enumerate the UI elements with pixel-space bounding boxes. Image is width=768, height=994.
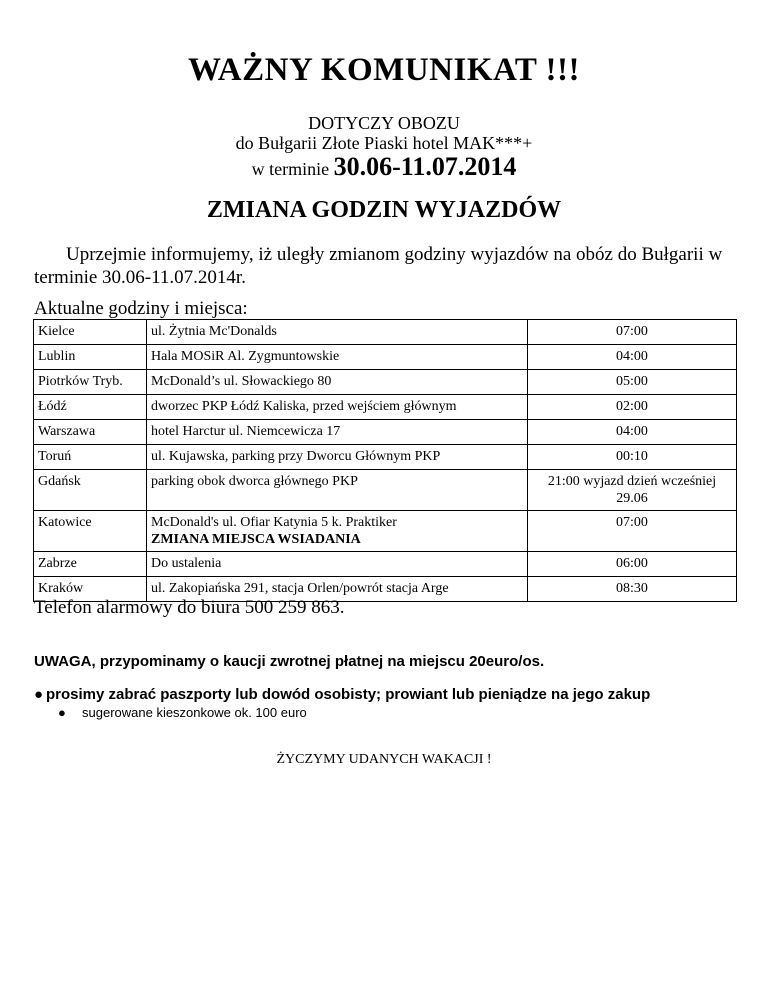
departure-time: 07:00 [528, 511, 737, 552]
bullet-item [34, 686, 650, 703]
subtitle-destination: do Bułgarii Złote Piaski hotel MAK***+ [235, 133, 533, 153]
departure-city: Łódź [34, 395, 147, 420]
departure-place: ul. Zakopiańska 291, stacja Orlen/powrót stacja Arge [151, 581, 449, 596]
departure-city: Warszawa [34, 420, 147, 445]
departure-place-cell [147, 445, 528, 470]
departure-place: McDonald’s ul. Słowackiego 80 [151, 374, 332, 389]
departure-city: Lublin [34, 345, 147, 370]
departure-place-cell [147, 420, 528, 445]
departure-place: Hala MOSiR Al. Zygmuntowskie [151, 349, 340, 364]
bullet-icon: ● [34, 686, 44, 703]
departure-place-cell [147, 395, 528, 420]
table-row [34, 320, 737, 345]
departure-city: Piotrków Tryb. [34, 370, 147, 395]
departure-city: Kielce [34, 320, 147, 345]
departure-time: 21:00 wyjazd dzień wcześniej 29.06 [528, 470, 737, 511]
departure-place: parking obok dworca głównego PKP [151, 474, 358, 489]
closing-wishes: ŻYCZYMY UDANYCH WAKACJI ! [276, 752, 492, 767]
table-row [34, 445, 737, 470]
departure-place-cell [147, 552, 528, 577]
departure-place: ul. Kujawska, parking przy Dworcu Głównym PKP [151, 449, 441, 464]
departure-time: 08:30 [528, 577, 737, 602]
schedule-body [34, 320, 737, 602]
date-prefix: w terminie [251, 159, 330, 179]
departure-place-cell [147, 345, 528, 370]
departure-place: hotel Harctur ul. Niemcewicza 17 [151, 424, 341, 439]
departure-time: 06:00 [528, 552, 737, 577]
page-title: WAŻNY KOMUNIKAT !!! [187, 52, 581, 88]
intro-paragraph: Uprzejmie informujemy, iż uległy zmianom godziny wyjazdów na obóz do Bułgarii w terminie 30.06-11.07.2014r. [34, 244, 723, 288]
departure-time: 00:10 [528, 445, 737, 470]
bullet-item [58, 705, 307, 720]
departure-place: ul. Żytnia Mc'Donalds [151, 324, 277, 339]
place-change-note: ZMIANA MIEJSCA WSIADANIA [151, 532, 361, 547]
table-row [34, 395, 737, 420]
table-caption: Aktualne godziny i miejsca: [34, 298, 248, 319]
bullet-text: sugerowane kieszonkowe ok. 100 euro [82, 705, 307, 720]
departure-time: 04:00 [528, 420, 737, 445]
deposit-notice: UWAGA, przypominamy o kaucji zwrotnej płatnej na miejscu 20euro/os. [34, 653, 545, 670]
departure-place: Do ustalenia [151, 556, 222, 571]
departure-place: McDonald's ul. Ofiar Katynia 5 k. Praktiker [151, 515, 397, 530]
table-row [34, 345, 737, 370]
departure-place-cell [147, 370, 528, 395]
subtitle-camp: DOTYCZY OBOZU [308, 113, 460, 133]
departure-city: Kraków [34, 577, 147, 602]
table-row [34, 552, 737, 577]
departure-place-cell [147, 470, 528, 511]
departure-place: dworzec PKP Łódź Kaliska, przed wejściem głównym [151, 399, 457, 414]
departure-place-cell [147, 320, 528, 345]
departure-time: 02:00 [528, 395, 737, 420]
departure-time: 07:00 [528, 320, 737, 345]
date-line [0, 152, 768, 182]
schedule-table [33, 319, 737, 602]
departure-city: Gdańsk [34, 470, 147, 511]
table-row [34, 370, 737, 395]
bullet-icon: ● [58, 705, 66, 720]
departure-time: 05:00 [528, 370, 737, 395]
bullet-text: prosimy zabrać paszporty lub dowód osobisty; prowiant lub pieniądze na jego zakup [46, 686, 651, 703]
departure-place-cell [147, 511, 528, 552]
date-range: 30.06-11.07.2014 [333, 152, 517, 181]
table-row [34, 420, 737, 445]
table-row [34, 511, 737, 552]
departure-city: Zabrze [34, 552, 147, 577]
change-heading: ZMIANA GODZIN WYJAZDÓW [206, 197, 562, 223]
departure-city: Toruń [34, 445, 147, 470]
table-row [34, 470, 737, 511]
departure-time: 04:00 [528, 345, 737, 370]
emergency-phone: Telefon alarmowy do biura 500 259 863. [34, 597, 345, 618]
departure-city: Katowice [34, 511, 147, 552]
